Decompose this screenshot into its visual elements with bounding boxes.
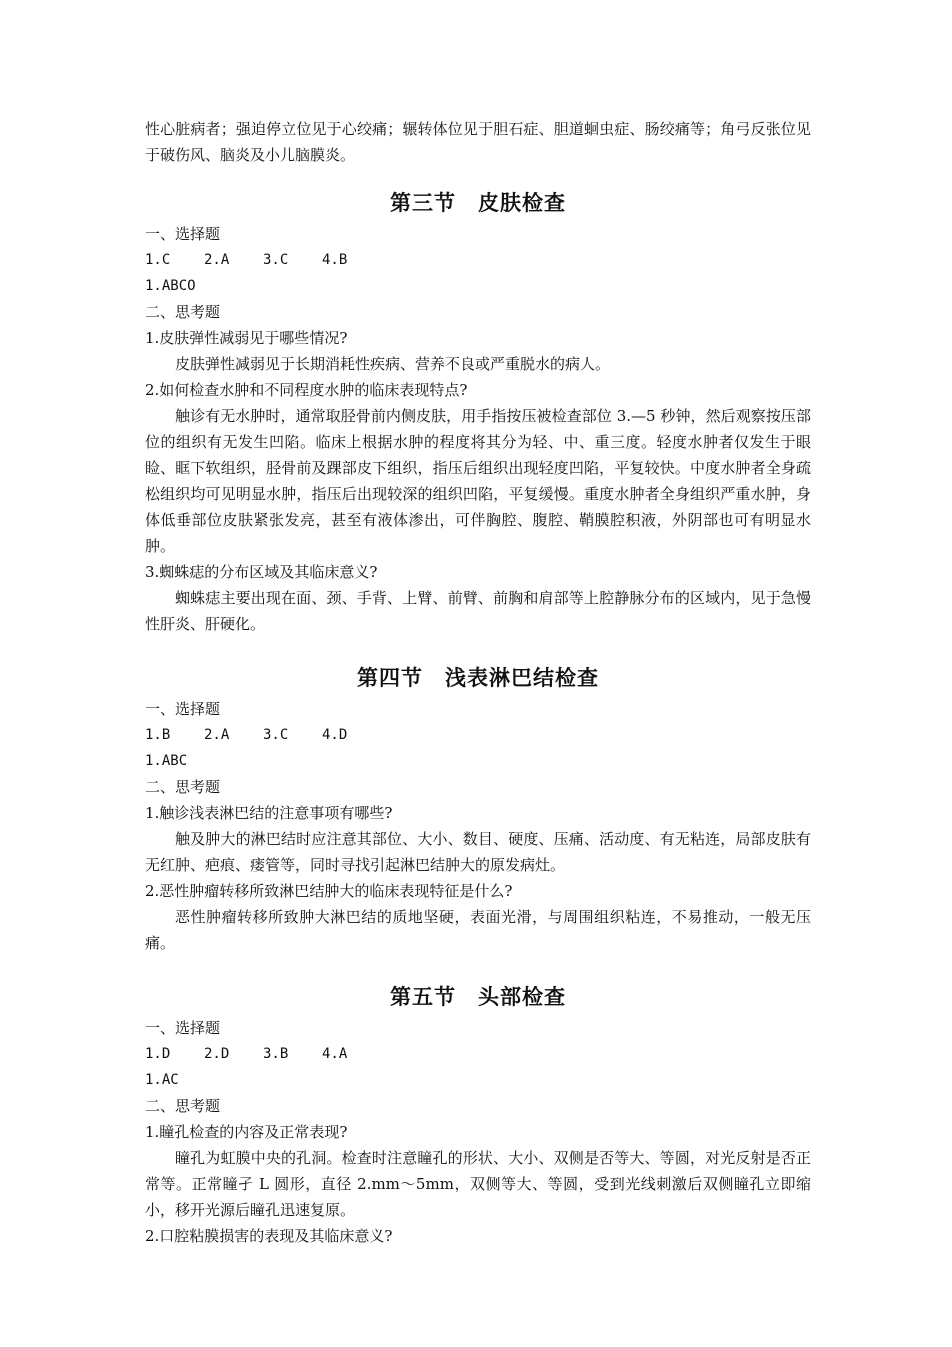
section-3-answer-2: 触诊有无水肿时，通常取胫骨前内侧皮肤，用手指按压被检查部位 3.—5 秒钟，然后观察按压部位的组织有无发生凹陷。临床上根据水肿的程度将其分为轻、中、重三度。轻度水肿者仅发生于眼睑、眶下软组织，胫骨前及踝部皮下组织，指压后组织出现轻度凹陷，平复较快。中度水肿者全身疏松组织均可见明显水肿，指压后出现较深的组织凹陷，平复缓慢。重度水肿者全身组织严重水肿，身体低垂部位皮肤紧张发亮，甚至有液体渗出，可伴胸腔、腹腔、鞘膜腔积液，外阴部也可有明显水肿。 [145,407,811,555]
section-4-thinking-heading: 二、思考题 [145,778,221,796]
section-4-single-answers: 1.B 2.A 3.C 4.D [145,727,348,743]
section-4-question-2: 2.恶性肿瘤转移所致淋巴结肿大的临床表现特征是什么? [145,882,513,900]
section-4-question-1: 1.触诊浅表淋巴结的注意事项有哪些? [145,804,393,822]
section-5-thinking-heading: 二、思考题 [145,1097,221,1115]
section-5-single-answers: 1.D 2.D 3.B 4.A [145,1046,348,1062]
section-5-multi-answers: 1.AC [145,1072,179,1088]
section-4-title: 第四节 浅表淋巴结检查 [357,666,599,690]
section-3-answer-1: 皮肤弹性减弱见于长期消耗性疾病、营养不良或严重脱水的病人。 [175,355,611,373]
section-3-answer-3: 蜘蛛痣主要出现在面、颈、手背、上臂、前臂、前胸和肩部等上腔静脉分布的区域内，见于急慢性肝炎、肝硬化。 [145,589,811,633]
section-3-question-2: 2.如何检查水肿和不同程度水肿的临床表现特点? [145,381,468,399]
section-5-choice-heading: 一、选择题 [145,1019,221,1037]
section-3-multi-answers: 1.ABCO [145,278,196,294]
section-3-question-1: 1.皮肤弹性减弱见于哪些情况? [145,329,348,347]
section-5-answer-1: 瞳孔为虹膜中央的孔洞。检查时注意瞳孔的形状、大小、双侧是否等大、等圆，对光反射是否正常等。正常瞳孑 L 圆形，直径 2.mm～5mm，双侧等大、等圆，受到光线刺激后双侧瞳孔立即缩小，移开光源后瞳孔迅速复原。 [145,1149,811,1219]
section-3-thinking-heading: 二、思考题 [145,303,221,321]
section-4-multi-answers: 1.ABC [145,753,188,769]
section-3-title: 第三节 皮肤检查 [390,191,566,215]
section-4-answer-1: 触及肿大的淋巴结时应注意其部位、大小、数目、硬度、压痛、活动度、有无粘连，局部皮肤有无红肿、疤痕、瘘管等，同时寻找引起淋巴结肿大的原发病灶。 [145,830,811,874]
document-page [145,116,811,1249]
section-3-single-answers: 1.C 2.A 3.C 4.B [145,252,348,268]
section-5-question-2: 2.口腔粘膜损害的表现及其临床意义? [145,1227,393,1245]
section-5-title: 第五节 头部检查 [390,985,566,1009]
section-3-question-3: 3.蜘蛛痣的分布区域及其临床意义? [145,563,378,581]
intro-paragraph: 性心脏病者；强迫停立位见于心绞痛；辗转体位见于胆石症、胆道蛔虫症、肠绞痛等；角弓反张位见于破伤风、脑炎及小儿脑膜炎。 [145,120,811,164]
section-4-answer-2: 恶性肿瘤转移所致肿大淋巴结的质地坚硬，表面光滑，与周围组织粘连，不易推动，一般无压痛。 [145,908,811,952]
section-4-choice-heading: 一、选择题 [145,700,221,718]
section-5-question-1: 1.瞳孔检查的内容及正常表现? [145,1123,348,1141]
section-3-choice-heading: 一、选择题 [145,225,221,243]
